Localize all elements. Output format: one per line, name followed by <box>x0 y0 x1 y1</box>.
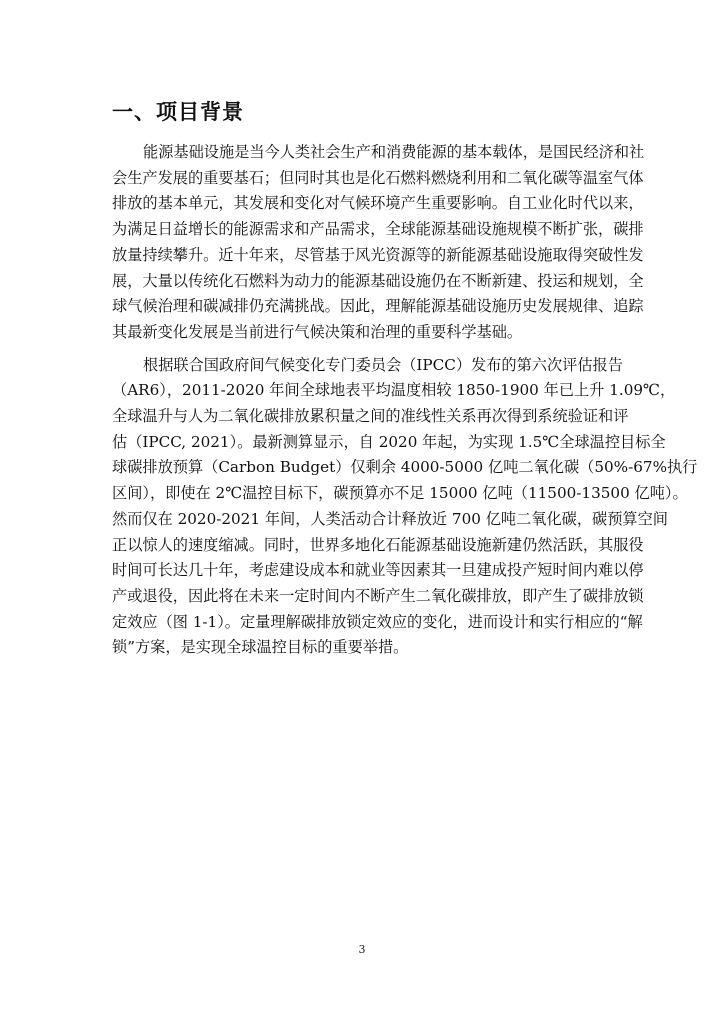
paragraph-line: 球气候治理和碳减排仍充满挑战。因此，理解能源基础设施历史发展规律、追踪 <box>112 297 644 316</box>
paragraph-line: 然而仅在 2020-2021 年间，人类活动合计释放近 700 亿吨二氧化碳，碳预算空间 <box>112 509 668 528</box>
paragraph-line: 区间），即使在 2℃温控目标下，碳预算亦不足 15000 亿吨（11500-13500 亿吨）。 <box>112 484 688 503</box>
paragraph-line: 展，大量以传统化石燃料为动力的能源基础设施仍在不断新建、投运和规划，全 <box>112 271 644 290</box>
paragraph-line: 球碳排放预算（Carbon Budget）仅剩余 4000-5000 亿吨二氧化碳（50%-67%执行 <box>112 458 698 477</box>
paragraph-line: 排放的基本单元，其发展和变化对气候环境产生重要影响。自工业化时代以来， <box>112 194 644 213</box>
body-text <box>112 140 698 668</box>
paragraph-line: （AR6），2011-2020 年间全球地表平均温度相较 1850-1900 年已上升 1.09℃， <box>112 381 676 400</box>
paragraph-line: 放量持续攀升。近十年来，尽管基于风光资源等的新能源基础设施取得突破性发 <box>112 245 644 264</box>
paragraph-line: 锁”方案，是实现全球温控目标的重要举措。 <box>112 638 409 657</box>
paragraph-line: 其最新变化发展是当前进行气候决策和治理的重要科学基础。 <box>112 322 523 341</box>
paragraph-line: 能源基础设施是当今人类社会生产和消费能源的基本载体，是国民经济和社 <box>143 143 645 161</box>
paragraph-line: 全球温升与人为二氧化碳排放累积量之间的准线性关系再次得到系统验证和评 <box>112 407 629 426</box>
paragraph-line: 根据联合国政府间气候变化专门委员会（IPCC）发布的第六次评估报告 <box>143 355 623 374</box>
paragraph-line: 定效应（图 1-1）。定量理解碳排放锁定效应的变化，进而设计和实行相应的“解 <box>112 612 643 631</box>
paragraph-line: 为满足日益增长的能源需求和产品需求，全球能源基础设施规模不断扩张，碳排 <box>112 220 644 239</box>
paragraph-background <box>112 140 645 346</box>
section-heading: 一、项目背景 <box>112 100 244 124</box>
paragraph-line: 会生产发展的重要基石；但同时其也是化石燃料燃烧利用和二氧化碳等温室气体 <box>112 168 644 187</box>
page-number: 3 <box>358 943 366 956</box>
paragraph-ipcc <box>112 353 698 661</box>
paragraph-line: 时间可长达几十年，考虑建设成本和就业等因素其一旦建成投产短时间内难以停 <box>112 561 644 580</box>
paragraph-line: 产或退役，因此将在未来一定时间内不断产生二氧化碳排放，即产生了碳排放锁 <box>112 586 644 605</box>
paragraph-line: 估（IPCC, 2021）。最新测算显示，自 2020 年起，为实现 1.5℃全球温控目标全 <box>112 432 666 451</box>
paragraph-line: 正以惊人的速度缩减。同时，世界多地化石能源基础设施新建仍然活跃，其服役 <box>112 535 644 554</box>
